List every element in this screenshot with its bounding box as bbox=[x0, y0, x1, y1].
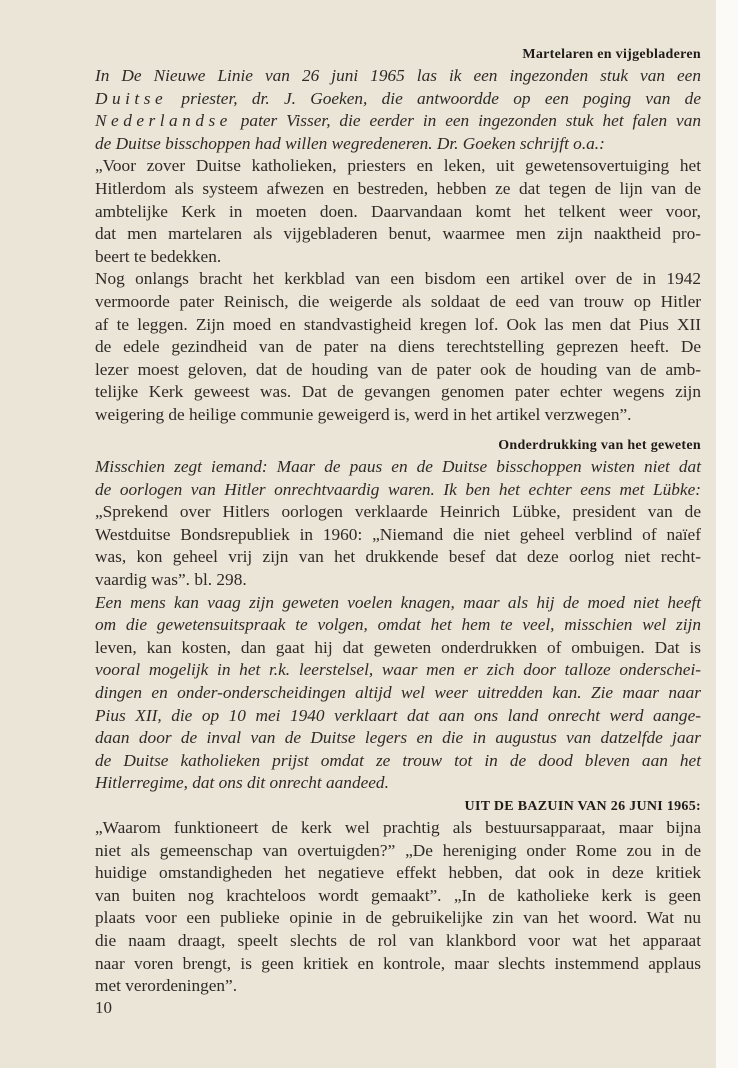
text-line bbox=[95, 155, 701, 178]
text-segment: de Duitse bisschoppen had willen wegredeneren. Dr. Goeken schrijft o.a.: bbox=[95, 133, 605, 153]
text-segment: pater Visser, die eerder in een ingezonden stuk het falen van bbox=[231, 111, 701, 131]
text-segment: Nog onlangs bracht het kerkblad van een bisdom een artikel over de in 1942 bbox=[95, 269, 701, 289]
text-line bbox=[95, 930, 701, 953]
text-segment: naar voren brengt, is geen kritiek en kontrole, maar slechts instemmend applaus bbox=[95, 953, 701, 973]
section-body bbox=[95, 817, 701, 998]
text-line bbox=[95, 840, 701, 863]
text-line bbox=[95, 456, 701, 479]
text-segment: lezer moest geloven, dat de houding van de pater ook de houding van de amb- bbox=[95, 359, 701, 379]
text-line bbox=[95, 404, 701, 427]
text-line bbox=[95, 133, 701, 156]
text-line bbox=[95, 750, 701, 773]
text-line bbox=[95, 659, 701, 682]
text-segment: van buiten nog krachteloos wordt gemaakt”. „In de katholieke kerk is geen bbox=[95, 885, 701, 905]
text-segment: weigering de heilige communie geweigerd is, werd in het artikel verzwegen”. bbox=[95, 404, 632, 424]
text-line bbox=[95, 314, 701, 337]
text-segment: Duitse bbox=[95, 88, 168, 108]
text-segment: Westduitse Bondsrepubliek in 1960: „Niemand die niet geheel verblind of naïef bbox=[95, 524, 701, 544]
text-segment: die naam draagt, speelt slechts de rol van klankbord voor wat het apparaat bbox=[95, 930, 701, 950]
text-segment: met verordeningen”. bbox=[95, 976, 238, 996]
text-line bbox=[95, 705, 701, 728]
section-body bbox=[95, 65, 701, 427]
text-line bbox=[95, 817, 701, 840]
text-line bbox=[95, 501, 701, 524]
text-segment: Hitlerdom als systeem afwezen en bestreden, hebben ze dat tegen de lijn van de bbox=[95, 178, 701, 198]
page-number: 10 bbox=[95, 998, 112, 1017]
text-segment: niet als gemeenschap van overtuigden?” „De hereniging onder Rome zou in de bbox=[95, 840, 701, 860]
text-line bbox=[95, 546, 701, 569]
text-line bbox=[95, 110, 701, 133]
text-line bbox=[95, 682, 701, 705]
text-line bbox=[95, 479, 701, 502]
text-line bbox=[95, 268, 701, 291]
text-segment: de edele gezindheid van de pater na diens terechtstelling geprezen heeft. De bbox=[95, 337, 701, 357]
text-segment: dat men martelaren als vijgebladeren benut, waarmee men zijn naaktheid pro- bbox=[95, 224, 701, 244]
text-line bbox=[95, 862, 701, 885]
text-segment: priester, dr. J. Goeken, die antwoordde op een poging van de bbox=[167, 88, 701, 108]
text-segment: beert te bedekken. bbox=[95, 246, 222, 266]
text-segment: vaardig was”. bl. 298. bbox=[95, 569, 247, 589]
text-line bbox=[95, 637, 701, 660]
text-line bbox=[95, 772, 701, 795]
text-segment: leven, kan kosten, dan gaat hij dat geweten onderdrukken of ombuigen. Dat is bbox=[95, 637, 701, 657]
text-segment: Een mens kan vaag zijn geweten voelen knagen, maar als hij de moed niet heeft bbox=[95, 592, 701, 612]
section-bazuin bbox=[95, 797, 701, 998]
text-segment: „Sprekend over Hitlers oorlogen verklaarde Heinrich Lübke, president van de bbox=[95, 502, 701, 522]
section-heading: Onderdrukking van het geweten bbox=[498, 438, 701, 453]
text-segment: vooral mogelijk in het r.k. leerstelsel, waar men er zich door talloze onderschei- bbox=[95, 660, 701, 680]
section-onderdrukking bbox=[95, 436, 701, 795]
text-segment: huidige omstandigheden het negatieve effekt hebben, dat ook in deze kritiek bbox=[95, 863, 701, 883]
text-segment: was, kon geheel vrij zijn van het drukkende besef dat deze oorlog niet recht- bbox=[95, 547, 701, 567]
text-line bbox=[95, 178, 701, 201]
text-segment: Pius XII, die op 10 mei 1940 verklaart dat aan ons land onrecht werd aange- bbox=[95, 705, 701, 725]
text-segment: vermoorde pater Reinisch, die weigerde als soldaat de eed van trouw op Hitler bbox=[95, 291, 701, 311]
text-segment: In De Nieuwe Linie van 26 juni 1965 las ik een ingezonden stuk van een bbox=[95, 66, 701, 85]
text-line bbox=[95, 569, 701, 592]
text-line bbox=[95, 975, 701, 998]
text-line bbox=[95, 381, 701, 404]
text-segment: telijke Kerk geweest was. Dat de gevangen genomen pater echter wegens zijn bbox=[95, 382, 701, 402]
text-line bbox=[95, 246, 701, 269]
text-line bbox=[95, 907, 701, 930]
text-line bbox=[95, 65, 701, 88]
text-line bbox=[95, 953, 701, 976]
text-segment: daan door de inval van de Duitse legers en die in augustus van datzelfde jaar bbox=[95, 728, 701, 748]
text-segment: de oorlogen van Hitler onrechtvaardig waren. Ik ben het echter eens met Lübke: bbox=[95, 479, 701, 499]
text-line bbox=[95, 359, 701, 382]
text-segment: om die gewetensuitspraak te volgen, omdat het hem te veel, misschien wel zijn bbox=[95, 615, 701, 635]
text-line bbox=[95, 88, 701, 111]
text-line bbox=[95, 223, 701, 246]
text-line bbox=[95, 524, 701, 547]
text-segment: Hitlerregime, dat ons dit onrecht aandeed. bbox=[95, 773, 389, 793]
text-segment: ambtelijke Kerk in moeten doen. Daarvandaan komt het telkent weer voor, bbox=[95, 201, 701, 221]
text-segment: Nederlandse bbox=[95, 111, 232, 131]
text-line bbox=[95, 592, 701, 615]
section-heading: Martelaren en vijgebladeren bbox=[522, 47, 701, 62]
text-segment: de Duitse katholieken prijst omdat ze trouw tot in de dood bleven aan het bbox=[95, 750, 701, 770]
text-segment: „Voor zover Duitse katholieken, priesters en leken, uit gewetensovertuiging het bbox=[95, 156, 701, 176]
section-body bbox=[95, 456, 701, 795]
text-line bbox=[95, 885, 701, 908]
text-line bbox=[95, 291, 701, 314]
text-line bbox=[95, 336, 701, 359]
text-segment: „Waarom funktioneert de kerk wel prachtig als bestuursapparaat, maar bijna bbox=[95, 818, 701, 837]
text-segment: plaats voor een publieke opinie in de gebruikelijke zin van het woord. Wat nu bbox=[95, 908, 701, 928]
section-martelaren bbox=[95, 45, 701, 427]
text-line bbox=[95, 614, 701, 637]
text-segment: af te leggen. Zijn moed en standvastigheid kregen lof. Ook las men dat Pius XII bbox=[95, 314, 701, 334]
text-segment: dingen en onder-onderscheidingen altijd wel weer uitredden kan. Zie maar naar bbox=[95, 682, 701, 702]
text-line bbox=[95, 727, 701, 750]
text-line bbox=[95, 201, 701, 224]
section-heading: UIT DE BAZUIN VAN 26 JUNI 1965: bbox=[464, 799, 701, 814]
text-segment: Misschien zegt iemand: Maar de paus en de Duitse bisschoppen wisten niet dat bbox=[95, 457, 701, 476]
